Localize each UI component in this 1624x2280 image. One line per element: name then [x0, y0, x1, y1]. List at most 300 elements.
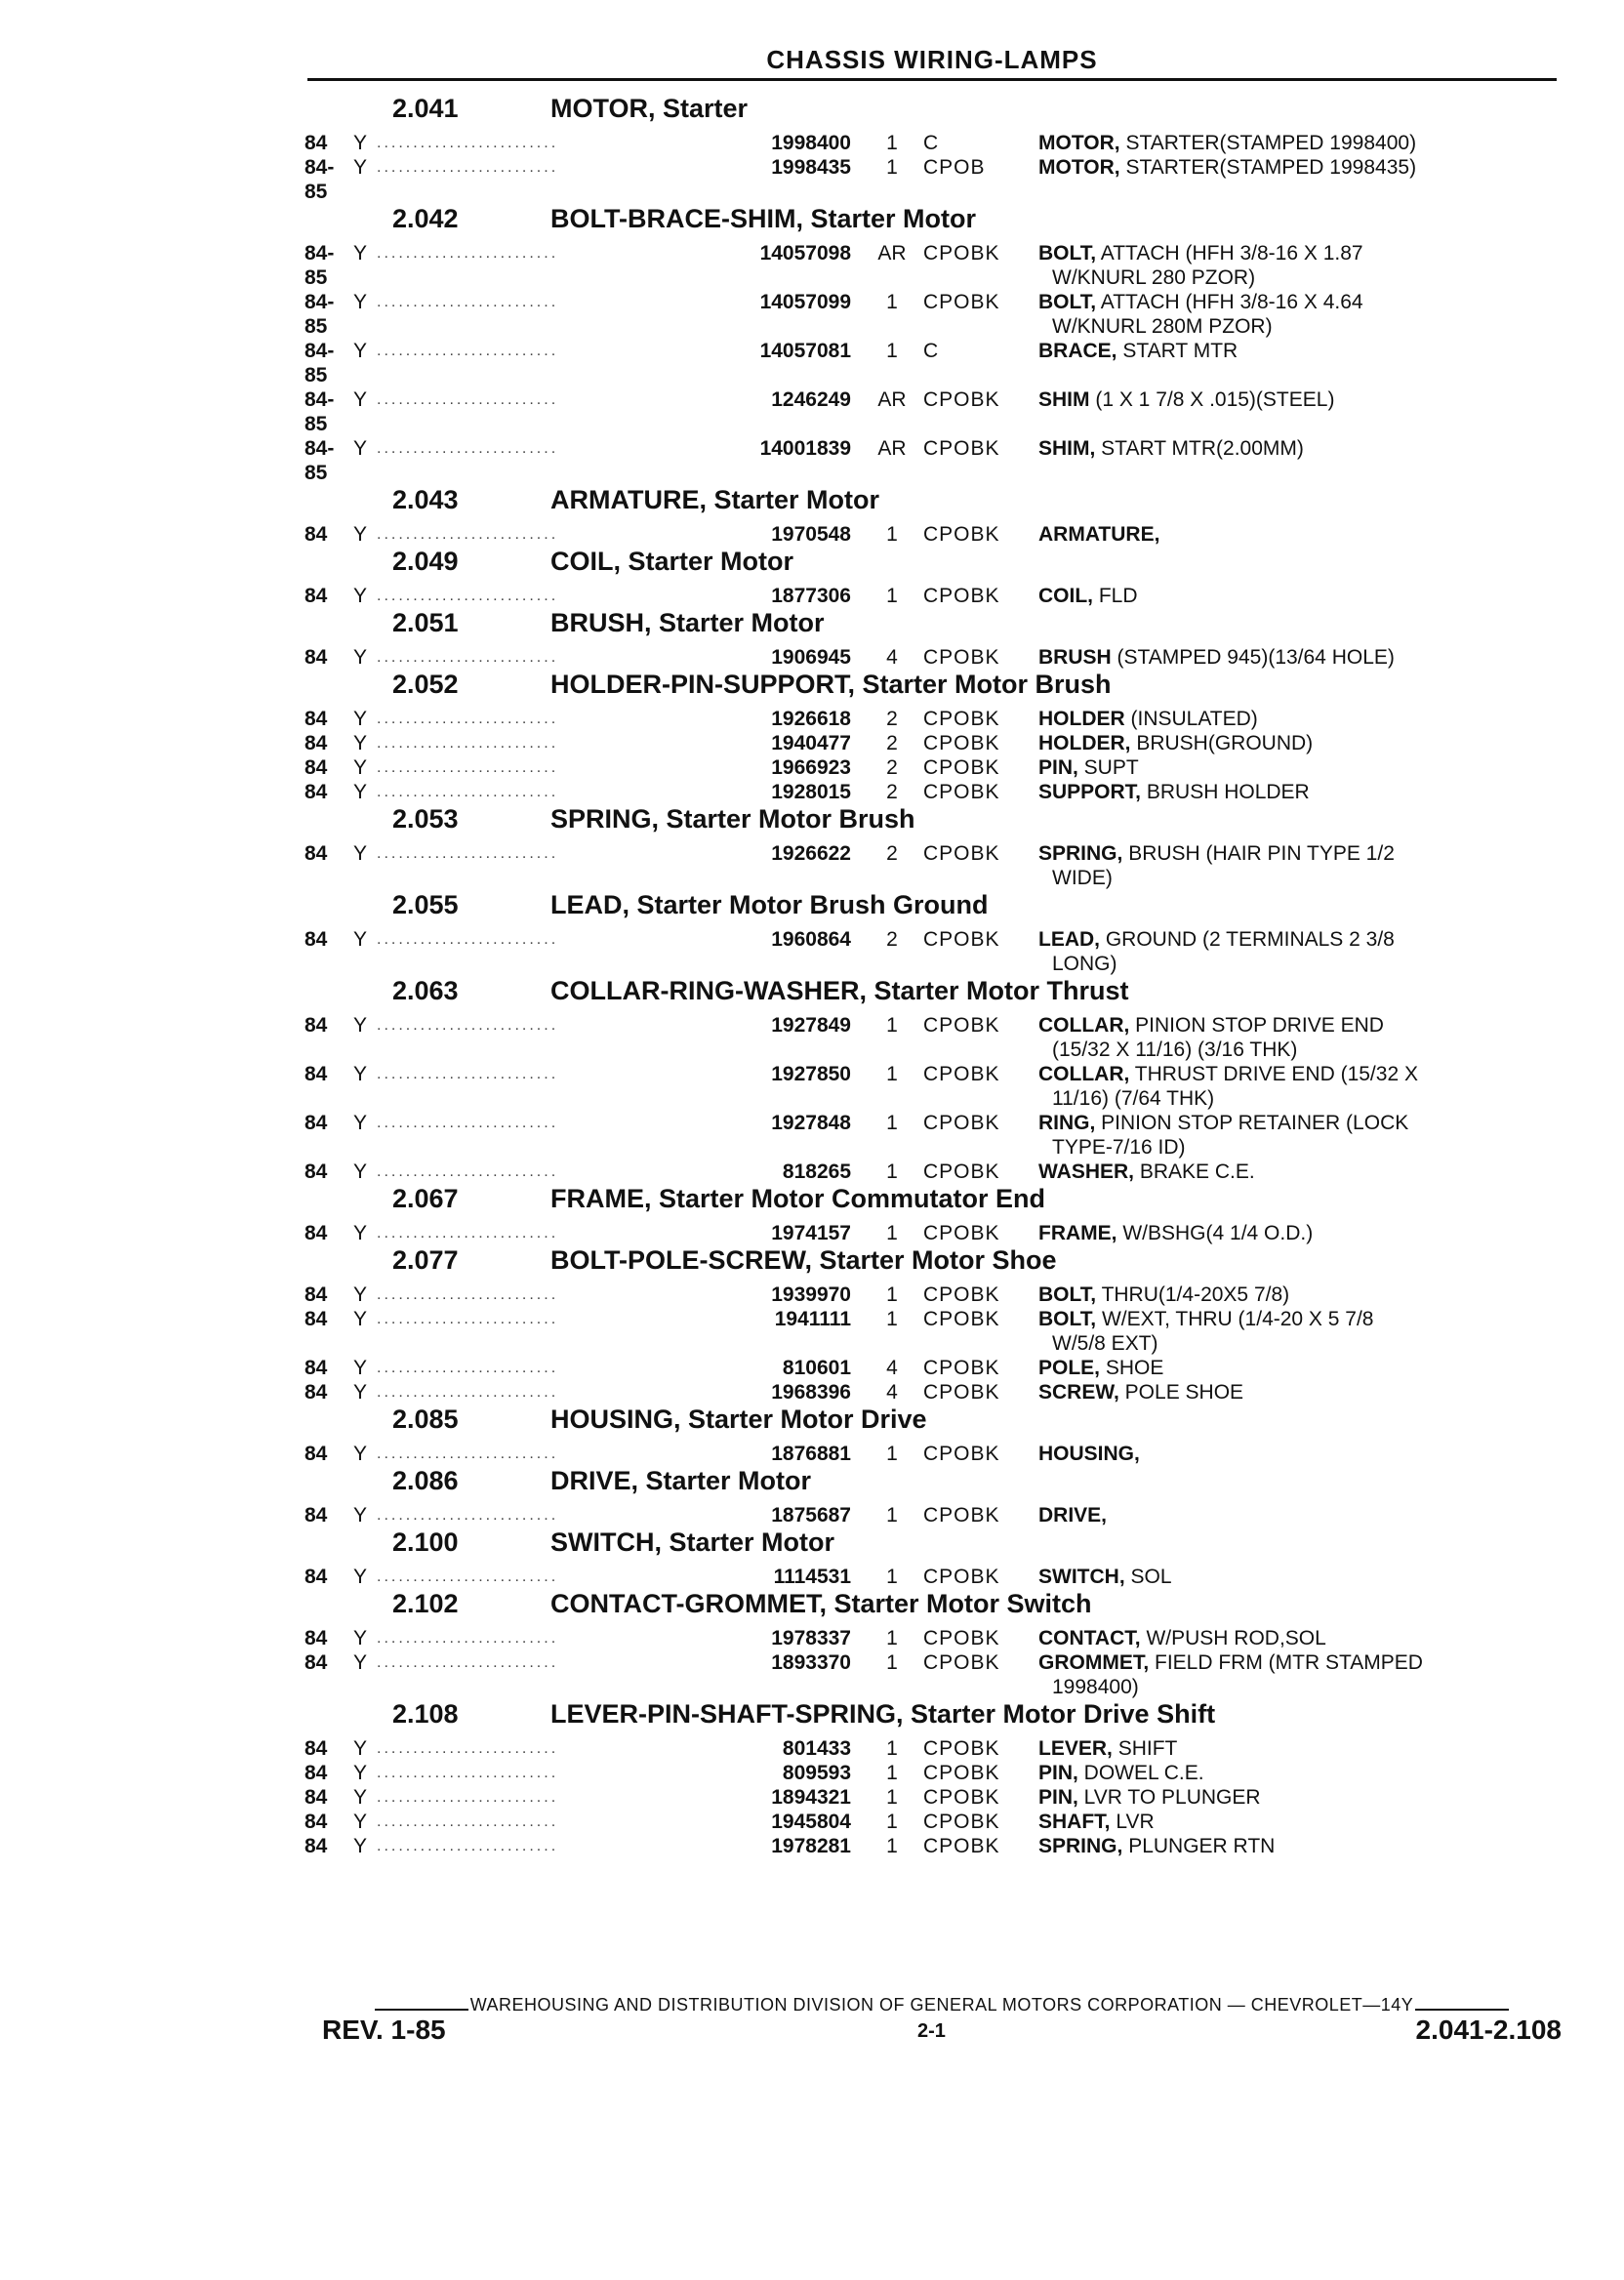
series-code: CPOB	[923, 156, 986, 179]
parts-group	[304, 1466, 1573, 1527]
dot-leader: .........................	[377, 1066, 559, 1082]
part-name: BOLT,	[1038, 1308, 1097, 1330]
model-years: 84	[304, 585, 328, 607]
model-years: 84	[304, 1222, 328, 1244]
group-title: HOUSING, Starter Motor Drive	[550, 1405, 927, 1434]
part-description	[1038, 1736, 1546, 1761]
model-years: 84	[304, 1835, 328, 1857]
category-code: Y	[353, 340, 368, 362]
part-description	[1038, 1221, 1546, 1245]
parts-group	[304, 608, 1573, 670]
part-description	[1038, 1834, 1546, 1858]
category-code: Y	[353, 388, 368, 411]
model-years: 84	[304, 781, 328, 803]
part-name: CONTACT,	[1038, 1627, 1141, 1649]
quantity: 1	[886, 1811, 898, 1833]
part-name: BOLT,	[1038, 1283, 1097, 1306]
category-code: Y	[353, 1357, 368, 1379]
description-text: THRUST DRIVE END (15/32 X	[1129, 1063, 1418, 1085]
category-code: Y	[353, 1283, 368, 1306]
series-code: C	[923, 340, 940, 362]
group-heading	[304, 976, 1573, 1013]
part-number: 1246249	[771, 388, 851, 411]
model-years: 84	[304, 1651, 328, 1674]
group-rows	[304, 707, 1573, 804]
group-heading	[304, 804, 1573, 841]
part-name: SUPPORT,	[1038, 781, 1142, 803]
part-row	[304, 1442, 1573, 1466]
parts-group	[304, 94, 1573, 204]
part-number: 1941111	[774, 1308, 851, 1330]
group-title: COLLAR-RING-WASHER, Starter Motor Thrust	[550, 976, 1129, 1005]
series-code: CPOBK	[923, 585, 1000, 607]
model-years: 84	[304, 1357, 328, 1379]
description-text: THRU(1/4-20X5 7/8)	[1096, 1283, 1290, 1306]
footer-rule-left	[375, 2009, 468, 2011]
part-number: 14057099	[759, 291, 851, 313]
model-years: 84	[304, 1566, 328, 1588]
quantity: 4	[886, 646, 898, 669]
group-title: COIL, Starter Motor	[550, 547, 794, 576]
part-row	[304, 780, 1573, 804]
description-continuation: W/KNURL 280 PZOR)	[1052, 266, 1256, 289]
quantity: 1	[886, 1835, 898, 1857]
description-text: PINION STOP RETAINER (LOCK	[1095, 1112, 1409, 1134]
part-row	[304, 387, 1573, 436]
part-row	[304, 1565, 1573, 1589]
group-rows	[304, 1503, 1573, 1527]
category-code: Y	[353, 1063, 368, 1085]
part-number: 1940477	[771, 732, 851, 754]
description-text: SHOE	[1100, 1357, 1164, 1379]
part-name: MOTOR,	[1038, 156, 1120, 179]
series-code: CPOBK	[923, 708, 1000, 730]
part-name: MOTOR,	[1038, 132, 1120, 154]
part-description	[1038, 645, 1546, 670]
model-years: 84-85	[304, 156, 335, 203]
series-code: CPOBK	[923, 291, 1000, 313]
quantity: AR	[877, 388, 907, 411]
description-continuation: W/KNURL 280M PZOR)	[1052, 315, 1273, 338]
description-text: ATTACH (HFH 3/8-16 X 1.87	[1096, 242, 1363, 265]
part-number: 1875687	[771, 1504, 851, 1527]
part-row	[304, 131, 1573, 155]
model-years: 84	[304, 1762, 328, 1784]
group-number: 2.055	[392, 890, 459, 919]
description-text: LVR	[1110, 1811, 1155, 1833]
dot-leader: .........................	[377, 649, 559, 666]
dot-leader: .........................	[377, 440, 559, 457]
dot-leader: .........................	[377, 1311, 559, 1327]
quantity: 1	[886, 1222, 898, 1244]
part-name: SPRING,	[1038, 842, 1123, 865]
description-text: (STAMPED 945)(13/64 HOLE)	[1111, 646, 1395, 669]
part-row	[304, 1626, 1573, 1650]
dot-leader: .........................	[377, 1740, 559, 1757]
part-description	[1038, 1761, 1546, 1785]
group-rows	[304, 584, 1573, 608]
part-row	[304, 1761, 1573, 1785]
part-number: 1945804	[771, 1811, 851, 1833]
description-text: START MTR	[1116, 340, 1238, 362]
series-code: CPOBK	[923, 1504, 1000, 1527]
category-code: Y	[353, 1627, 368, 1649]
description-text: W/PUSH ROD,SOL	[1140, 1627, 1326, 1649]
model-years: 84	[304, 1381, 328, 1404]
series-code: CPOBK	[923, 1063, 1000, 1085]
part-number: 810601	[782, 1357, 851, 1379]
quantity: 1	[886, 1308, 898, 1330]
part-number: 1926618	[771, 708, 851, 730]
part-name: FRAME,	[1038, 1222, 1117, 1244]
category-code: Y	[353, 156, 368, 179]
group-number: 2.067	[392, 1184, 459, 1213]
quantity: 4	[886, 1357, 898, 1379]
group-number: 2.051	[392, 608, 459, 637]
parts-group	[304, 890, 1573, 976]
description-text: SHIFT	[1112, 1737, 1178, 1760]
part-description	[1038, 436, 1546, 461]
part-number: 1893370	[771, 1651, 851, 1674]
dot-leader: .........................	[377, 1630, 559, 1647]
part-row	[304, 1221, 1573, 1245]
model-years: 84	[304, 646, 328, 669]
part-number: 809593	[782, 1762, 851, 1784]
dot-leader: .........................	[377, 1225, 559, 1242]
group-heading	[304, 1466, 1573, 1503]
part-row	[304, 645, 1573, 670]
dot-leader: .........................	[377, 1813, 559, 1830]
group-rows	[304, 841, 1573, 890]
group-heading	[304, 1405, 1573, 1442]
dot-leader: .........................	[377, 1838, 559, 1854]
quantity: 1	[886, 1786, 898, 1809]
group-title: SWITCH, Starter Motor	[550, 1527, 835, 1557]
quantity: 1	[886, 1627, 898, 1649]
model-years: 84	[304, 1160, 328, 1183]
description-text: FIELD FRM (MTR STAMPED	[1149, 1651, 1423, 1674]
quantity: 2	[886, 756, 898, 779]
part-row	[304, 707, 1573, 731]
model-years: 84	[304, 1737, 328, 1760]
category-code: Y	[353, 1112, 368, 1134]
group-number: 2.049	[392, 547, 459, 576]
group-title: BOLT-POLE-SCREW, Starter Motor Shoe	[550, 1245, 1057, 1275]
series-code: CPOBK	[923, 523, 1000, 546]
part-name: BRACE,	[1038, 340, 1117, 362]
part-row	[304, 155, 1573, 204]
category-code: Y	[353, 928, 368, 951]
group-rows	[304, 1736, 1573, 1858]
part-name: SHAFT,	[1038, 1811, 1111, 1833]
parts-group	[304, 1405, 1573, 1466]
part-number: 1927848	[771, 1112, 851, 1134]
group-heading	[304, 890, 1573, 927]
part-number: 1970548	[771, 523, 851, 546]
part-number: 14057098	[759, 242, 851, 265]
series-code: CPOBK	[923, 1222, 1000, 1244]
part-number: 1939970	[771, 1283, 851, 1306]
category-code: Y	[353, 1737, 368, 1760]
part-description	[1038, 841, 1546, 890]
quantity: 2	[886, 732, 898, 754]
series-code: CPOBK	[923, 1381, 1000, 1404]
dot-leader: .........................	[377, 1765, 559, 1781]
description-text: PLUNGER RTN	[1122, 1835, 1276, 1857]
dot-leader: .........................	[377, 1115, 559, 1131]
model-years: 84-85	[304, 291, 335, 338]
part-number: 1114531	[773, 1566, 851, 1588]
part-name: LEAD,	[1038, 928, 1100, 951]
description-continuation: LONG)	[1052, 953, 1117, 975]
category-code: Y	[353, 1786, 368, 1809]
part-number: 14057081	[759, 340, 851, 362]
part-row	[304, 1307, 1573, 1356]
series-code: CPOBK	[923, 242, 1000, 265]
part-name: BOLT,	[1038, 291, 1097, 313]
group-number: 2.063	[392, 976, 459, 1005]
part-number: 1998400	[771, 132, 851, 154]
part-name: SCREW,	[1038, 1381, 1119, 1404]
dot-leader: .........................	[377, 1568, 559, 1585]
group-heading	[304, 608, 1573, 645]
series-code: CPOBK	[923, 1443, 1000, 1465]
dot-leader: .........................	[377, 391, 559, 408]
category-code: Y	[353, 291, 368, 313]
part-description	[1038, 1626, 1546, 1650]
group-heading	[304, 1589, 1573, 1626]
part-name: DRIVE,	[1038, 1504, 1108, 1527]
group-rows	[304, 1626, 1573, 1699]
part-description	[1038, 131, 1546, 155]
group-heading	[304, 670, 1573, 707]
dot-leader: .........................	[377, 1384, 559, 1401]
group-heading	[304, 1184, 1573, 1221]
part-description	[1038, 1785, 1546, 1810]
category-code: Y	[353, 1835, 368, 1857]
group-rows	[304, 645, 1573, 670]
dot-leader: .........................	[377, 1654, 559, 1671]
group-heading	[304, 1699, 1573, 1736]
model-years: 84	[304, 1308, 328, 1330]
description-continuation: TYPE-7/16 ID)	[1052, 1136, 1186, 1159]
model-years: 84	[304, 1014, 328, 1037]
part-row	[304, 1736, 1573, 1761]
part-number: 1966923	[771, 756, 851, 779]
series-code: CPOBK	[923, 1566, 1000, 1588]
description-text: SUPT	[1077, 756, 1139, 779]
part-name: SHIM,	[1038, 437, 1096, 460]
dot-leader: .........................	[377, 1017, 559, 1034]
parts-group	[304, 204, 1573, 485]
quantity: 1	[886, 1443, 898, 1465]
series-code: CPOBK	[923, 1357, 1000, 1379]
part-name: PIN,	[1038, 1786, 1078, 1809]
part-row	[304, 927, 1573, 976]
description-text: BRUSH HOLDER	[1141, 781, 1310, 803]
part-name: BRUSH	[1038, 646, 1112, 669]
part-row	[304, 1013, 1573, 1062]
part-description	[1038, 707, 1546, 731]
group-heading	[304, 1527, 1573, 1565]
quantity: AR	[877, 242, 907, 265]
model-years: 84	[304, 708, 328, 730]
group-heading	[304, 94, 1573, 131]
model-years: 84	[304, 1627, 328, 1649]
description-continuation: 1998400)	[1052, 1676, 1139, 1698]
series-code: CPOBK	[923, 1737, 1000, 1760]
group-rows	[304, 131, 1573, 204]
parts-group	[304, 1699, 1573, 1858]
page-title: CHASSIS WIRING-LAMPS	[766, 45, 1098, 74]
dot-leader: .........................	[377, 294, 559, 310]
series-code: CPOBK	[923, 1014, 1000, 1037]
part-description	[1038, 387, 1546, 412]
part-row	[304, 339, 1573, 387]
part-description	[1038, 1013, 1546, 1062]
group-number: 2.053	[392, 804, 459, 834]
dot-leader: .........................	[377, 735, 559, 752]
part-description	[1038, 927, 1546, 976]
category-code: Y	[353, 1308, 368, 1330]
group-rows	[304, 522, 1573, 547]
quantity: AR	[877, 437, 907, 460]
description-continuation: (15/32 X 11/16) (3/16 THK)	[1052, 1038, 1298, 1061]
category-code: Y	[353, 437, 368, 460]
part-description	[1038, 522, 1546, 547]
parts-group	[304, 670, 1573, 804]
quantity: 1	[886, 1566, 898, 1588]
section-range: 2.041-2.108	[1415, 2015, 1562, 2045]
description-text: BRAKE C.E.	[1134, 1160, 1255, 1183]
page-number: 2-1	[917, 2020, 946, 2042]
part-row	[304, 1111, 1573, 1160]
series-code: CPOBK	[923, 1308, 1000, 1330]
part-row	[304, 1380, 1573, 1405]
revision-label: REV. 1-85	[322, 2015, 446, 2045]
footer-rule-right	[1415, 2009, 1509, 2011]
part-number: 818265	[782, 1160, 851, 1183]
description-continuation: WIDE)	[1052, 867, 1113, 889]
part-row	[304, 1650, 1573, 1699]
quantity: 1	[886, 1651, 898, 1674]
description-text: SOL	[1124, 1566, 1172, 1588]
quantity: 1	[886, 1504, 898, 1527]
series-code: CPOBK	[923, 1786, 1000, 1809]
model-years: 84	[304, 756, 328, 779]
parts-group	[304, 804, 1573, 890]
description-continuation: W/5/8 EXT)	[1052, 1332, 1158, 1355]
part-name: LEVER,	[1038, 1737, 1113, 1760]
category-code: Y	[353, 732, 368, 754]
part-number: 1894321	[771, 1786, 851, 1809]
dot-leader: .........................	[377, 759, 559, 776]
group-title: MOTOR, Starter	[550, 94, 749, 123]
dot-leader: .........................	[377, 1286, 559, 1303]
part-number: 801433	[782, 1737, 851, 1760]
footer-division-text: WAREHOUSING AND DISTRIBUTION DIVISION OF GENERAL MOTORS CORPORATION — CHEVROLET—14Y	[469, 1995, 1414, 2015]
model-years: 84	[304, 132, 328, 154]
model-years: 84	[304, 842, 328, 865]
model-years: 84-85	[304, 388, 335, 435]
series-code: CPOBK	[923, 756, 1000, 779]
dot-leader: .........................	[377, 1445, 559, 1462]
group-rows	[304, 1221, 1573, 1245]
quantity: 1	[886, 1762, 898, 1784]
part-number: 1927850	[771, 1063, 851, 1085]
group-number: 2.085	[392, 1405, 459, 1434]
part-description	[1038, 1442, 1546, 1466]
group-title: ARMATURE, Starter Motor	[550, 485, 879, 514]
page-header	[307, 45, 1557, 81]
part-name: BOLT,	[1038, 242, 1097, 265]
dot-leader: .........................	[377, 784, 559, 800]
parts-group	[304, 485, 1573, 547]
part-name: SPRING,	[1038, 1835, 1123, 1857]
series-code: CPOBK	[923, 842, 1000, 865]
model-years: 84-85	[304, 242, 335, 289]
group-heading	[304, 1245, 1573, 1282]
category-code: Y	[353, 1160, 368, 1183]
group-number: 2.108	[392, 1699, 459, 1729]
part-row	[304, 1282, 1573, 1307]
dot-leader: .........................	[377, 931, 559, 948]
part-row	[304, 522, 1573, 547]
group-rows	[304, 241, 1573, 485]
model-years: 84	[304, 732, 328, 754]
part-description	[1038, 1565, 1546, 1589]
group-number: 2.102	[392, 1589, 459, 1618]
group-heading	[304, 485, 1573, 522]
description-text: W/BSHG(4 1/4 O.D.)	[1116, 1222, 1314, 1244]
part-description	[1038, 241, 1546, 290]
part-number: 1998435	[771, 156, 851, 179]
description-text: (INSULATED)	[1124, 708, 1258, 730]
model-years: 84	[304, 1063, 328, 1085]
description-text: ATTACH (HFH 3/8-16 X 4.64	[1096, 291, 1363, 313]
category-code: Y	[353, 1811, 368, 1833]
category-code: Y	[353, 842, 368, 865]
description-text: POLE SHOE	[1118, 1381, 1244, 1404]
category-code: Y	[353, 1566, 368, 1588]
quantity: 2	[886, 708, 898, 730]
part-description	[1038, 1356, 1546, 1380]
description-text: FLD	[1093, 585, 1138, 607]
part-number: 1877306	[771, 585, 851, 607]
part-name: COLLAR,	[1038, 1063, 1130, 1085]
series-code: CPOBK	[923, 928, 1000, 951]
dot-leader: .........................	[377, 1789, 559, 1806]
dot-leader: .........................	[377, 343, 559, 359]
part-number: 1968396	[771, 1381, 851, 1404]
part-number: 1960864	[771, 928, 851, 951]
quantity: 1	[886, 1737, 898, 1760]
category-code: Y	[353, 1443, 368, 1465]
parts-group	[304, 1184, 1573, 1245]
category-code: Y	[353, 1651, 368, 1674]
series-code: CPOBK	[923, 437, 1000, 460]
part-row	[304, 241, 1573, 290]
part-row	[304, 1160, 1573, 1184]
quantity: 2	[886, 928, 898, 951]
part-name: SHIM	[1038, 388, 1090, 411]
series-code: CPOBK	[923, 1160, 1000, 1183]
parts-group	[304, 976, 1573, 1184]
category-code: Y	[353, 708, 368, 730]
dot-leader: .........................	[377, 588, 559, 604]
parts-group	[304, 547, 1573, 608]
group-number: 2.100	[392, 1527, 459, 1557]
